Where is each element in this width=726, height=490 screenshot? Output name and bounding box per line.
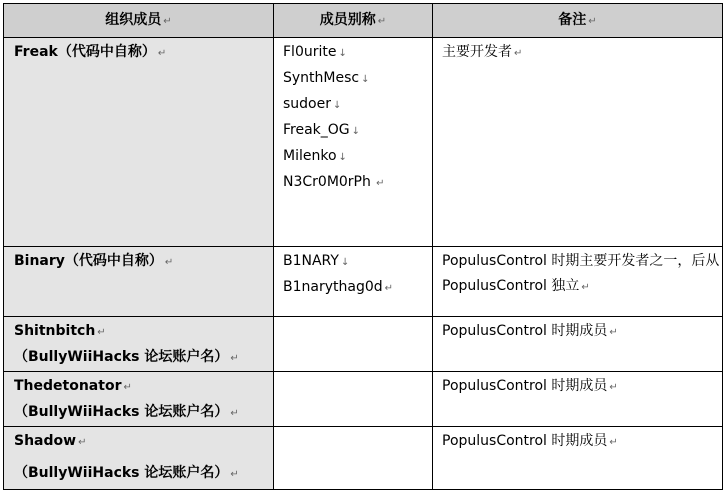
member-account-note: （BullyWiiHacks 论坛账户名）: [14, 349, 229, 365]
header-note: 备注 ↵: [433, 4, 723, 38]
member-name: Binary（代码中自称）: [14, 253, 163, 269]
member-name: Shadow: [14, 433, 77, 449]
table-row: [4, 427, 723, 490]
header-row: [4, 4, 723, 38]
table-row: [4, 38, 723, 247]
aliases-cell: [274, 372, 433, 427]
note-text: PopulusControl 时期主要开发者之一，后从 PopulusControl 独立: [442, 253, 720, 294]
member-cell: Shadow ↵ （BullyWiiHacks 论坛账户名） ↵: [4, 427, 274, 490]
member-account-note: （BullyWiiHacks 论坛账户名）: [14, 465, 229, 481]
note-text: 主要开发者: [442, 44, 512, 60]
note-cell: PopulusControl 时期主要开发者之一，后从 PopulusControl 独立 ↵: [433, 247, 723, 317]
member-cell: Shitnbitch ↵ （BullyWiiHacks 论坛账户名） ↵: [4, 317, 274, 372]
note-text: PopulusControl 时期成员: [442, 433, 608, 449]
member-name: Freak（代码中自称）: [14, 44, 156, 60]
member-cell: Freak（代码中自称） ↵: [4, 38, 274, 247]
note-cell: 主要开发者 ↵: [433, 38, 723, 247]
note-text: PopulusControl 时期成员: [442, 323, 608, 339]
member-cell: Binary（代码中自称） ↵: [4, 247, 274, 317]
note-cell: PopulusControl 时期成员 ↵: [433, 427, 723, 490]
member-account-note: （BullyWiiHacks 论坛账户名）: [14, 404, 229, 420]
alias: N3Cr0M0rPh: [283, 174, 371, 190]
alias: B1narythag0d: [283, 279, 383, 295]
aliases-cell: Fl0urite ↓ SynthMesc ↓ sudoer ↓ Freak_OG ↓ Milenko ↓ N3Cr0M0rPh ↵: [274, 38, 433, 247]
note-cell: PopulusControl 时期成员 ↵: [433, 372, 723, 427]
table-row: [4, 247, 723, 317]
member-name: Thedetonator: [14, 378, 122, 394]
alias: SynthMesc: [283, 70, 360, 86]
header-member: 组织成员 ↵: [4, 4, 274, 38]
alias: Fl0urite: [283, 44, 337, 60]
table-row: [4, 317, 723, 372]
alias: Milenko: [283, 148, 337, 164]
note-cell: PopulusControl 时期成员 ↵: [433, 317, 723, 372]
table-row: [4, 372, 723, 427]
aliases-cell: [274, 317, 433, 372]
alias: Freak_OG: [283, 122, 350, 138]
member-cell: Thedetonator ↵ （BullyWiiHacks 论坛账户名） ↵: [4, 372, 274, 427]
alias: B1NARY: [283, 253, 339, 269]
alias: sudoer: [283, 96, 331, 112]
note-text: PopulusControl 时期成员: [442, 378, 608, 394]
aliases-cell: B1NARY ↓ B1narythag0d ↵: [274, 247, 433, 317]
members-table: [3, 3, 723, 490]
member-name: Shitnbitch: [14, 323, 96, 339]
aliases-cell: [274, 427, 433, 490]
header-aliases: 成员别称 ↵: [274, 4, 433, 38]
